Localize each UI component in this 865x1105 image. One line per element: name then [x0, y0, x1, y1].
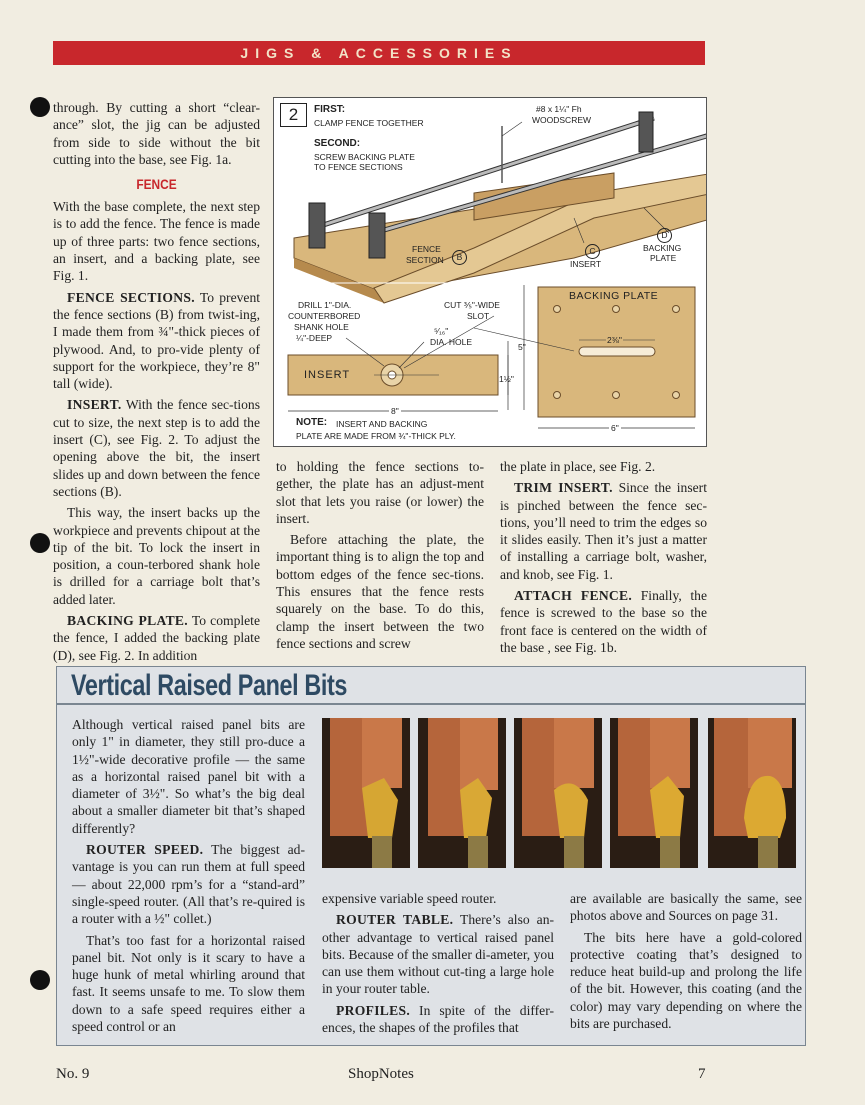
- note-text: PLATE ARE MADE FROM ¾"-THICK PLY.: [296, 431, 456, 441]
- paragraph-text: With the fence sec-tions cut to size, the next step is to add the insert (C), see Fig. 2. To adjust the opening above the bit, the insert slides up and down between the fence sections (B).: [53, 397, 261, 499]
- figure-2: [273, 97, 707, 447]
- dimension-label: 8": [391, 406, 399, 416]
- run-in-head: TRIM INSERT.: [514, 480, 613, 496]
- middle-column: [276, 458, 484, 656]
- callout-text: SLOT: [467, 311, 490, 321]
- paragraph: through. By cutting a short “clear-ance” slot, the jig can be adjusted from side to side without the bit cutting into the base, see Fig. 1a.: [53, 100, 260, 167]
- part-label: INSERT: [570, 259, 602, 269]
- callout-text: SCREW BACKING PLATE: [314, 152, 415, 162]
- callout-text: COUNTERBORED: [288, 311, 361, 321]
- paragraph: [53, 612, 260, 664]
- paragraph: [72, 841, 305, 927]
- run-in-head: ROUTER TABLE.: [336, 912, 454, 928]
- paragraph: With the base complete, the next step is to add the fence. The fence is made up of three parts: two fence sections, an insert, and a backing plate, see Fig. 1.: [53, 199, 260, 284]
- part-letter-c: C: [585, 244, 600, 259]
- paragraph: [53, 396, 260, 500]
- router-bit-illustration: [610, 718, 698, 868]
- paragraph: The bits here have a gold-colored protective coating that’s designed to reduce heat build-up and prolong the life of the bit. However, this coating (and the color) may vary depending on where the bits are purchased.: [570, 929, 802, 1032]
- paragraph-text: To complete the fence, I added the backing plate (D), see Fig. 2. In addition: [53, 613, 260, 663]
- part-letter-b: B: [452, 250, 467, 265]
- router-bit-photo: [514, 718, 602, 868]
- paragraph: Before attaching the plate, the important thing is to align the top and bottom edges of the fence sec-tions. This ensures that the fence rests squarely on the base. To do this, clamp the insert between the two fence sections and screw: [276, 532, 484, 651]
- part-label: SECTION: [406, 255, 444, 265]
- paragraph: [322, 911, 554, 997]
- paragraph-text: Finally, the fence is screwed to the base so the front face is centered on the width of the base , see Fig. 1b.: [500, 588, 707, 655]
- sidebar-column-3: [570, 890, 802, 1036]
- router-bit-illustration: [708, 718, 796, 868]
- paragraph: [322, 1002, 554, 1037]
- run-in-head: FENCE SECTIONS.: [67, 289, 195, 305]
- callout-text: CLAMP FENCE TOGETHER: [314, 118, 424, 128]
- backing-plate-title: BACKING PLATE: [569, 290, 659, 302]
- callout-text: SHANK HOLE: [294, 322, 349, 332]
- paragraph: [500, 479, 707, 583]
- binder-hole: [30, 533, 50, 553]
- callout-text: DRILL 1"-DIA.: [298, 300, 352, 310]
- run-in-head: PROFILES.: [336, 1002, 411, 1018]
- router-bit-illustration: [418, 718, 506, 868]
- left-column: [53, 99, 260, 668]
- router-bit-photo: [708, 718, 796, 868]
- paragraph: Although vertical raised panel bits are only 1" in diameter, they still pro-duce a 1½"-wide decorative profile — the same as a horizontal raised panel bit with a diameter of 3½". So what’s the big deal about a smaller diameter bit that’s shaped differently?: [72, 717, 305, 836]
- issue-number: No. 9: [56, 1066, 90, 1082]
- paragraph: This way, the insert backs up the workpiece and prevents chipout at the tip of the bit. To lock the insert in position, a coun-terbored shank hole is drilled for a carriage bolt that’s added later.: [53, 505, 260, 607]
- callout-label: FIRST:: [314, 104, 346, 115]
- figure-number: 2: [288, 105, 299, 124]
- figure-number-box: [280, 103, 307, 127]
- right-column: [500, 458, 707, 660]
- note-label: NOTE:: [296, 417, 328, 428]
- callout-label: SECOND:: [314, 138, 361, 149]
- run-in-head: INSERT.: [67, 397, 122, 413]
- paragraph-text: Since the insert is pinched between the fence sec-tions, you’ll need to trim the edges so it slides easily. Then it’s just a matter of installing a carriage bolt, washer, and knob, see Fig. 1.: [500, 480, 707, 582]
- paragraph: to holding the fence sections to-gether, the plate has an adjust-ment slot that lets you raise (or lower) the insert.: [276, 459, 484, 526]
- paragraph-text: In spite of the differ-ences, the shapes of the profiles that: [322, 1002, 554, 1036]
- run-in-head: BACKING PLATE.: [67, 613, 188, 629]
- part-letter-d: D: [657, 228, 672, 243]
- callout-text: #8 x 1¼" Fh: [536, 104, 582, 114]
- callout-text: DIA. HOLE: [430, 337, 473, 347]
- binder-hole: [30, 97, 50, 117]
- binder-hole: [30, 970, 50, 990]
- router-bit-photo: [322, 718, 410, 868]
- part-label: FENCE: [412, 244, 441, 254]
- router-bit-photo: [418, 718, 506, 868]
- paragraph: That’s too fast for a horizontal raised panel bit. Not only is it scary to have a huge hunk of metal whirling around that fast. It seems unsafe to me. To slow them down to a safe speed requires either a speed control or an: [72, 932, 305, 1035]
- paragraph-text: There’s also an-other advantage to vertical raised panel bits. Because of the smaller di-ameter, you can use them without cut-ting a large hole in your router table.: [322, 912, 555, 997]
- router-bit-illustration: [514, 718, 602, 868]
- run-in-head: ROUTER SPEED.: [86, 842, 204, 858]
- sidebar-divider: [57, 703, 805, 705]
- callout-text: CUT ⅗"-WIDE: [444, 300, 500, 310]
- section-heading-fence: FENCE: [136, 176, 177, 193]
- page-number: 7: [698, 1066, 706, 1082]
- router-bit-photo: [610, 718, 698, 868]
- insert-part-label: INSERT: [304, 369, 351, 381]
- router-bit-illustration: [322, 718, 410, 868]
- dimension-label: 5": [518, 342, 526, 352]
- part-label: BACKING: [643, 243, 682, 253]
- dimension-label: 2⅜": [607, 335, 622, 345]
- paragraph: expensive variable speed router.: [322, 891, 497, 906]
- callout-text: TO FENCE SECTIONS: [314, 162, 403, 172]
- sidebar-column-2: [322, 890, 554, 1040]
- sidebar-column-1: [72, 716, 305, 1039]
- callout-text: ¼"-DEEP: [296, 333, 333, 343]
- figure-illustration: [274, 98, 706, 446]
- paragraph: the plate in place, see Fig. 2.: [500, 459, 656, 474]
- part-label: PLATE: [650, 253, 677, 263]
- magazine-name: ShopNotes: [348, 1066, 414, 1082]
- paragraph: are available are basically the same, see photos above and Sources on page 31.: [570, 891, 802, 924]
- run-in-head: ATTACH FENCE.: [514, 588, 633, 604]
- paragraph: [53, 289, 260, 393]
- section-header-bar: [53, 41, 705, 65]
- paragraph: [500, 587, 707, 656]
- sidebar-title: Vertical Raised Panel Bits: [71, 669, 347, 702]
- dimension-label: 6": [611, 423, 619, 433]
- section-header-title: JIGS & ACCESSORIES: [240, 45, 518, 61]
- paragraph-text: The biggest ad-vantage is you can run them at full speed — about 22,000 rpm’s for a “stand-ard” single-speed router. (All that’s re-quired is a router with a ½" collet.): [72, 842, 306, 927]
- paragraph-text: To prevent the fence sections (B) from twist-ing, I made them from ¾"-thick pieces of plywood. And, to pro-vide plenty of support for the workpiece, they’re 8" tall (wide).: [53, 289, 261, 392]
- callout-text: WOODSCREW: [532, 115, 592, 125]
- dimension-label: 1½": [499, 374, 514, 384]
- note-text: INSERT AND BACKING: [336, 419, 428, 429]
- callout-text: ⁵⁄₁₆": [434, 326, 449, 336]
